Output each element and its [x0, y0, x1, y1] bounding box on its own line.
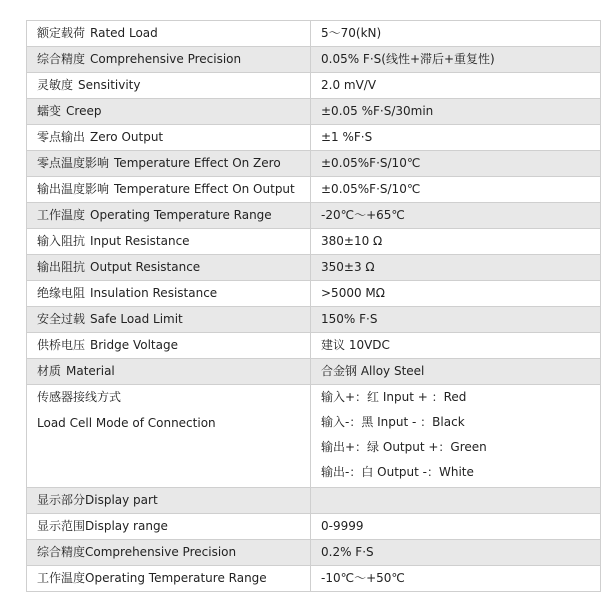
spec-label-zh: 材质 [37, 364, 62, 378]
connection-label-en: Load Cell Mode of Connection [37, 416, 216, 430]
spec-label-en: Zero Output [90, 130, 164, 144]
spec-value-cell: 380±10 Ω [311, 229, 601, 255]
spec-label-cell [27, 99, 311, 125]
spec-label-en: Safe Load Limit [90, 312, 183, 326]
connection-section [27, 385, 601, 488]
spec-row [27, 151, 601, 177]
spec-label-zh: 综合精度 [37, 52, 86, 66]
spec-row [27, 47, 601, 73]
spec-label-cell [27, 229, 311, 255]
spec-value-cell: 建议 10VDC [311, 333, 601, 359]
display-header-cell: 显示部分Display part [27, 488, 311, 514]
spec-row [27, 281, 601, 307]
spec-label-zh: 工作温度 [37, 208, 86, 222]
spec-value-cell: 150% F·S [311, 307, 601, 333]
display-row [27, 514, 601, 540]
spec-label-zh: 供桥电压 [37, 338, 86, 352]
display-row-value: 0.2% F·S [311, 540, 601, 566]
display-section [27, 488, 601, 592]
display-row-label: 显示范围Display range [27, 514, 311, 540]
spec-label-zh: 安全过载 [37, 312, 86, 326]
wire-output-plus: 输出+：绿 Output +：Green [321, 440, 487, 454]
connection-wires-cell [311, 385, 601, 488]
spec-label-cell [27, 255, 311, 281]
spec-row [27, 333, 601, 359]
display-row-value: 0-9999 [311, 514, 601, 540]
spec-value-cell: 5～70(kN) [311, 21, 601, 47]
display-row-value: -10℃～+50℃ [311, 566, 601, 592]
spec-label-en: Operating Temperature Range [90, 208, 272, 222]
spec-table-body [27, 21, 601, 385]
connection-label-cell [27, 385, 311, 488]
spec-label-en: Output Resistance [90, 260, 201, 274]
spec-label-cell [27, 177, 311, 203]
spec-label-en: Temperature Effect On Zero [114, 156, 281, 170]
spec-row [27, 255, 601, 281]
spec-label-cell [27, 203, 311, 229]
spec-label-en: Creep [66, 104, 102, 118]
connection-label-zh: 传感器接线方式 [37, 390, 122, 404]
spec-label-zh: 输入阻抗 [37, 234, 86, 248]
spec-label-zh: 零点温度影响 [37, 156, 110, 170]
spec-row [27, 203, 601, 229]
spec-label-cell [27, 333, 311, 359]
display-header-empty-cell [311, 488, 601, 514]
spec-label-en: Temperature Effect On Output [114, 182, 295, 196]
spec-label-cell [27, 125, 311, 151]
spec-label-cell [27, 21, 311, 47]
spec-value-cell: ±0.05%F·S/10℃ [311, 177, 601, 203]
spec-row [27, 73, 601, 99]
spec-value-cell: ±0.05 %F·S/30min [311, 99, 601, 125]
display-row-label: 工作温度Operating Temperature Range [27, 566, 311, 592]
display-header-row [27, 488, 601, 514]
spec-label-zh: 绝缘电阻 [37, 286, 86, 300]
spec-value-cell: 350±3 Ω [311, 255, 601, 281]
spec-label-cell [27, 307, 311, 333]
spec-row [27, 359, 601, 385]
spec-label-zh: 额定载荷 [37, 26, 86, 40]
wire-input-minus: 输入-：黑 Input - ：Black [321, 415, 465, 429]
wire-output-minus: 输出-：白 Output -：White [321, 465, 474, 479]
spec-value-cell: ±0.05%F·S/10℃ [311, 151, 601, 177]
display-row-label: 综合精度Comprehensive Precision [27, 540, 311, 566]
display-row [27, 540, 601, 566]
spec-label-zh: 输出阻抗 [37, 260, 86, 274]
spec-label-zh: 输出温度影响 [37, 182, 110, 196]
spec-label-en: Comprehensive Precision [90, 52, 242, 66]
spec-label-en: Bridge Voltage [90, 338, 178, 352]
spec-row [27, 229, 601, 255]
spec-label-zh: 灵敏度 [37, 78, 74, 92]
spec-label-en: Sensitivity [78, 78, 141, 92]
display-row [27, 566, 601, 592]
spec-value-cell: 2.0 mV/V [311, 73, 601, 99]
connection-row [27, 385, 601, 488]
spec-value-cell: -20℃～+65℃ [311, 203, 601, 229]
spec-label-cell [27, 281, 311, 307]
spec-label-cell [27, 47, 311, 73]
spec-label-zh: 零点输出 [37, 130, 86, 144]
spec-label-cell [27, 73, 311, 99]
spec-label-en: Insulation Resistance [90, 286, 218, 300]
spec-value-cell: 0.05% F·S(线性+滞后+重复性) [311, 47, 601, 73]
spec-value-cell: ±1 %F·S [311, 125, 601, 151]
spec-label-en: Input Resistance [90, 234, 190, 248]
spec-label-cell [27, 359, 311, 385]
spec-value-cell: >5000 MΩ [311, 281, 601, 307]
spec-label-cell [27, 151, 311, 177]
spec-row [27, 177, 601, 203]
spec-value-cell: 合金钢 Alloy Steel [311, 359, 601, 385]
wire-input-plus: 输入+：红 Input + ：Red [321, 390, 467, 404]
spec-label-en: Material [66, 364, 115, 378]
spec-row [27, 99, 601, 125]
spec-label-zh: 蠕变 [37, 104, 62, 118]
spec-label-en: Rated Load [90, 26, 158, 40]
spec-row [27, 307, 601, 333]
spec-row [27, 125, 601, 151]
spec-row [27, 21, 601, 47]
spec-table [26, 20, 601, 592]
